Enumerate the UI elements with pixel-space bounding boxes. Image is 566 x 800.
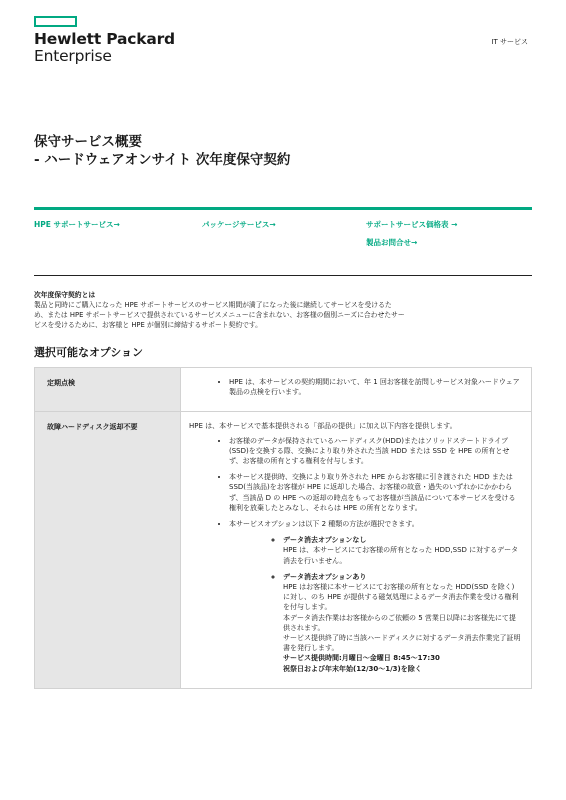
option-description (181, 412, 532, 688)
intro-section (34, 290, 532, 330)
intro-heading: 次年度保守契約とは (34, 291, 96, 299)
links-bottom-rule (34, 275, 532, 276)
list-item: • 本サービス提供時、交換により取り外された HPE からお客様に引き渡された HDD または SSD(当該品)をお客様が HPE に返却した場合、お客様の故意・過失のいずれかにかかわらず、当該品 D の HPE への返却の時点をもってお客様が当該品について本サービスを受ける権利を放棄したとみなし、それらは HPE の所有となります。 (229, 472, 521, 513)
page-title-line2: - ハードウェアオンサイト 次年度保守契約 (34, 152, 291, 168)
sub-item-text: サービス提供終了時に当該ハードディスクに対するデータ消去作業完了証明書を発行します。 (283, 634, 521, 653)
service-hours: サービス提供時間:月曜日～金曜日 8:45～17:30 (283, 654, 440, 663)
sub-item-title: ◦ データ消去オプションあり (283, 572, 367, 581)
sub-list-item (283, 572, 521, 674)
intro-text-line3: ビスを受けるために、お客様と HPE が個別に締結するサポート契約です。 (34, 321, 262, 329)
sub-item-text: 本データ消去作業はお客様からのご依頼の 5 営業日以降にお客様先にて提供されます。 (283, 613, 516, 632)
hpe-logo (34, 16, 175, 65)
logo-line2: Enterprise (34, 47, 112, 65)
sub-item-text: HPE はお客様に本サービスにてお客様の所有となった HDD(SSD を除く)に対し、のち HPE が提供する磁気処理によるデータ消去作業を受ける権利を付与します。 (283, 583, 519, 612)
bullet-list (189, 377, 521, 397)
hpe-logo-bar-icon (34, 16, 77, 27)
option-description (181, 368, 532, 412)
link-hpe-support-services[interactable]: HPE サポートサービス→ (34, 220, 120, 229)
option-lead-text: HPE は、本サービスで基本提供される「部品の提供」に加え以下内容を提供します。 (189, 422, 457, 431)
table-row (35, 368, 532, 412)
table-row (35, 412, 532, 688)
intro-text-line2: め、または HPE サポートサービスで提供されているサービスメニューに含まれない、お客様の個別ニーズに合わせたサー (34, 311, 405, 319)
option-label: 定期点検 (35, 368, 181, 412)
list-item: • お客様のデータが保持されているハードディスク(HDD)またはソリッドステートドライブ(SSD)を交換する際、交換により取り外された当該 HDD または SSD を HPE の所有とせず、お客様の所有とする権利を付与します。 (229, 436, 521, 467)
list-item-text: 本サービスオプションは以下 2 種類の方法が選択できます。 (229, 520, 419, 529)
service-tag: IT サービス (491, 38, 528, 46)
link-package-services[interactable]: パッケージサービス→ (202, 220, 276, 229)
link-support-price-list[interactable]: サポートサービス価格表 → (366, 220, 458, 229)
page-title (34, 133, 290, 169)
links-top-rule (34, 207, 532, 210)
page-title-line1: 保守サービス概要 (34, 134, 142, 150)
logo-line1: Hewlett Packard (34, 30, 175, 48)
bullet-list (189, 436, 521, 674)
list-item (229, 519, 521, 674)
options-section-title: 選択可能なオプション (34, 346, 144, 359)
options-table (34, 367, 532, 689)
sub-item-text: HPE は、本サービスにてお客様の所有となった HDD,SSD に対するデータ消去を行いません。 (283, 546, 519, 565)
intro-text-line1: 製品と同時にご購入になった HPE サポートサービスのサービス期間が満了になった後に継続してサービスを受けるた (34, 301, 392, 309)
sub-bullet-list (229, 535, 521, 674)
sub-item-title: ◦ データ消去オプションなし (283, 536, 367, 545)
link-product-inquiry[interactable]: 製品お問合せ→ (366, 238, 418, 247)
option-label: 故障ハードディスク返却不要 (35, 412, 181, 688)
list-item: • HPE は、本サービスの契約期間において、年 1 回お客様を訪問しサービス対象ハードウェア製品の点検を行います。 (229, 377, 521, 397)
sub-list-item (283, 535, 521, 566)
service-holiday-note: 祝祭日および年末年始(12/30～1/3)を除く (283, 664, 422, 673)
